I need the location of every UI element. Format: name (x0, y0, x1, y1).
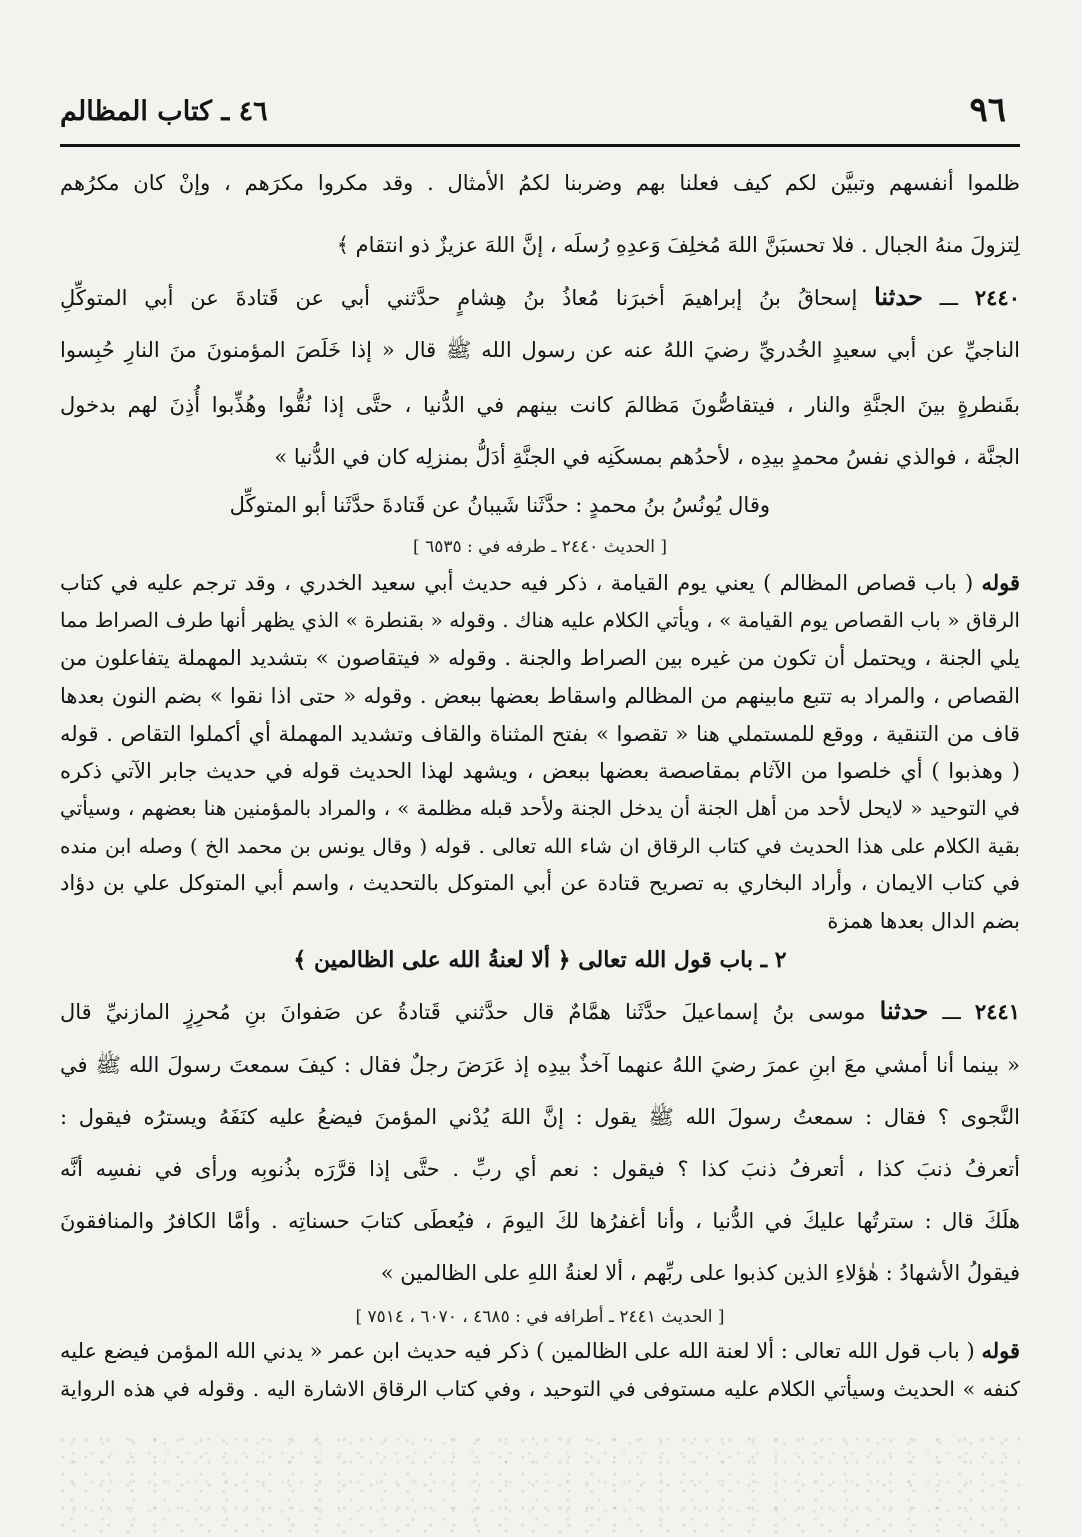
commentary-line: ( وهذبوا ) أي خلصوا من الآثام بمقاصصة بعضها ببعض ، ويشهد لهذا الحديث قوله في حديث جابر الآتي ذكره (60, 759, 1020, 783)
commentary-text: ( باب قول الله تعالى : ألا لعنة الله على الظالمين ) ذكر فيه حديث ابن عمر « يدني الله المؤمن فيضع عليه (60, 1339, 975, 1363)
hadith-reference: [ الحديث ٢٤٤٠ ـ طرفه في : ٦٥٣٥ ] (413, 537, 667, 557)
text-line: النَّجوى ؟ فقال : سمعتُ رسولَ الله ﷺ يقول : إنَّ اللهَ يُدْني المؤمنَ فيضعُ عليه كنَفَهُ ويسترُه فيقول : (60, 1105, 1020, 1129)
running-title: ٤٦ ـ كتاب المظالم (60, 96, 268, 127)
text-line: لِتزولَ منهُ الجبال . فلا تحسبَنَّ اللهَ مُخلِفَ وَعدِهِ رُسلَه ، إنَّ اللهَ عزيزٌ ذو انتقام ﴾ (336, 233, 1020, 257)
isnad-text: إسحاقُ بنُ إبراهيمَ أخبرَنا مُعاذُ بنُ هِشامٍ حدَّثني أبي عن قَتادةَ عن أبي المتوكِّلِ (60, 286, 858, 310)
hadith-reference: [ الحديث ٢٤٤١ ـ أطرافه في : ٤٦٨٥ ، ٦٠٧٠ ، ٧٥١٤ ] (355, 1307, 725, 1327)
scan-noise (60, 1430, 1020, 1537)
text-line: بقَنطرةٍ بينَ الجنَّةِ والنار ، فيتقاصُّونَ مَظالمَ كانت بينهم في الدُّنيا ، حتَّى إذا نُقُّوا وهُذِّبوا أُذِنَ لهم بدخول (60, 393, 1020, 417)
yunus-line: وقال يُونُسُ بنُ محمدٍ : حدَّثَنا شَيبانُ عن قَتادةَ حدَّثَنا أبو المتوكِّل (229, 493, 770, 517)
commentary-line: بضم الدال بعدها همزة (827, 909, 1020, 933)
commentary-line: في التوحيد « لايحل لأحد من أهل الجنة أن يدخل الجنة ولأحد قبله مظلمة » ، والمراد بالمؤمنين هنا بعضهم ، وسيأتي (60, 796, 1020, 820)
commentary-line: كنفه » الحديث وسيأتي الكلام عليه مستوفى في التوحيد ، وفي كتاب الرقاق الاشارة اليه . وقوله في هذه الرواية (60, 1377, 1020, 1401)
commentary-text: ( باب قصاص المظالم ) يعني يوم القيامة ، ذكر فيه حديث أبي سعيد الخدري ، وقد ترجم عليه في كتاب (60, 571, 974, 595)
text-line: هلَكَ قال : سترتُها عليكَ في الدُّنيا ، وأنا أغفرُها لكَ اليومَ ، فيُعطَى كتابَ حسناتِه . وأمَّا الكافرُ والمنافقونَ (60, 1209, 1020, 1233)
page-header (60, 90, 1020, 147)
text-line: فيقولُ الأشهادُ : هٰؤلاءِ الذين كذبوا على ربِّهم ، ألا لعنةُ اللهِ على الظالمين » (380, 1261, 1020, 1285)
commentary-line: في كتاب الايمان ، وأراد البخاري به تصريح قتادة عن أبي المتوكل بالتحديث ، واسم أبي المتوكل علي بن دؤاد (60, 871, 1020, 895)
text-line (60, 490, 1020, 522)
hadith-number: ٢٤٤١ (974, 999, 1020, 1024)
haddathana-marker: حدثنا (879, 996, 929, 1025)
hadith-opening-line: ٢٤٤٠ ـــ حدثنا إسحاقُ بنُ إبراهيمَ أخبرَنا مُعاذُ بنُ هِشامٍ حدَّثني أبي عن قَتادةَ عن أبي المتوكِّلِ (60, 282, 1020, 311)
chapter-heading: ٢ ـ باب قول الله تعالى ﴿ ألا لعنةُ الله على الظالمين ﴾ (293, 947, 787, 973)
text-line: ظلموا أنفسهم وتبيَّن لكم كيف فعلنا بهم وضربنا لكمُ الأمثال . وقد مكروا مكرَهم ، وإنْ كان مكرُهم (60, 171, 1020, 195)
text-line: « بينما أنا أمشي معَ ابنِ عمرَ رضيَ اللهُ عنهما آخذٌ بيدِه إذ عَرَضَ رجلٌ فقال : كيفَ سمعتَ رسولَ الله ﷺ في (60, 1053, 1020, 1077)
text-line: أتعرفُ ذنبَ كذا ، أتعرفُ ذنبَ كذا ؟ فيقول : نعم أي ربِّ . حتَّى إذا قرَّرَه بذُنوبِه ورأى في نفسِه أنَّه (60, 1157, 1020, 1181)
text-line: الناجيِّ عن أبي سعيدٍ الخُدريِّ رضيَ اللهُ عنه عن رسول الله ﷺ قال « إذا خَلَصَ المؤمنونَ منَ النارِ حُبِسوا (60, 338, 1020, 362)
isnad-text: موسى بنُ إسماعيلَ حدَّثَنا همَّامٌ قال حدَّثني قَتادةُ عن صَفوانَ بنِ مُحرِزٍ المازنيِّ قال (60, 1000, 866, 1024)
commentary-line: الرقاق « باب القصاص يوم القيامة » ، ويأتي الكلام عليه هناك . وقوله « بقنطرة » الذي يظهر أنها طرف الصراط مما (60, 608, 1020, 632)
text-line: الجنَّة ، فوالذي نفسُ محمدٍ بيدِه ، لأحدُهم بمسكَنِه في الجنَّةِ أدَلُّ بمنزلِه كان في الدُّنيا » (274, 445, 1020, 469)
hadith-number: ٢٤٤٠ (974, 285, 1020, 310)
commentary-line: القصاص ، والمراد به تتبع مابينهم من المظالم واسقاط بعضها ببعض . وقوله « حتى اذا نقوا » بضم النون بعدها (60, 684, 1020, 708)
page-number: ٩٦ (969, 90, 1006, 130)
commentary-line (60, 1336, 1020, 1368)
hadith-opening-line: ٢٤٤١ ـــ حدثنا موسى بنُ إسماعيلَ حدَّثَنا همَّامٌ قال حدَّثني قَتادةُ عن صَفوانَ بنِ مُحرِزٍ المازنيِّ قال (60, 996, 1020, 1025)
qawluhu-marker: قوله (981, 570, 1020, 595)
qawluhu-marker: قوله (981, 1338, 1020, 1363)
commentary-line: يلي الجنة ، ويحتمل أن تكون من غيره بين الصراط والجنة . وقوله « فيتقاصون » بتشديد المهملة يتفاعلون من (60, 646, 1020, 670)
haddathana-marker: حدثنا (874, 282, 923, 311)
commentary-line (60, 568, 1020, 600)
commentary-line: قاف من التنقية ، ووقع للمستملي هنا « تقصوا » بفتح المثناة والقاف وتشديد المهملة أي أكملوا التقاص . قوله (60, 722, 1020, 746)
commentary-line: بقية الكلام على هذا الحديث في كتاب الرقاق ان شاء الله تعالى . قوله ( وقال يونس بن محمد الخ ) وصله ابن منده (60, 834, 1020, 858)
